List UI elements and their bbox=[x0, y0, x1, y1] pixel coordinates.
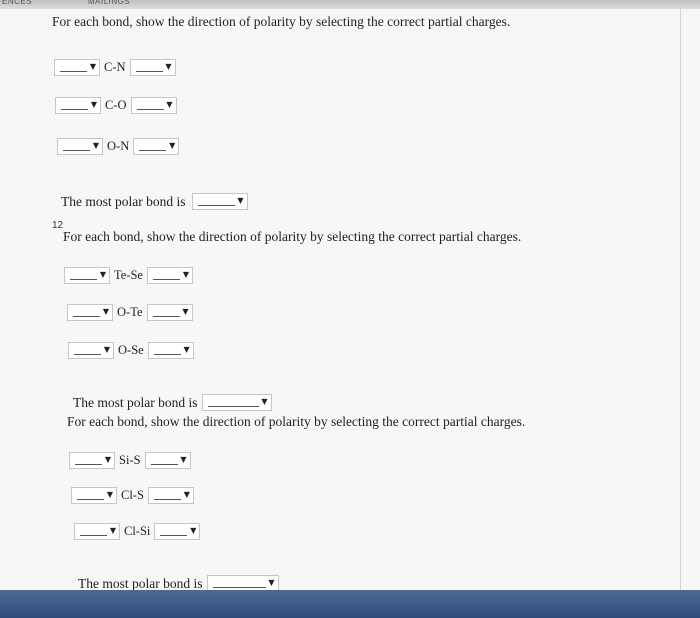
most-polar-label: The most polar bond is bbox=[61, 193, 186, 209]
left-charge-select[interactable] bbox=[69, 452, 115, 469]
question-prompt: For each bond, show the direction of polarity by selecting the correct partial charges. bbox=[63, 229, 522, 244]
question-number: 12 bbox=[52, 220, 64, 231]
right-charge-select[interactable] bbox=[130, 59, 176, 76]
chevron-down-icon: ▼ bbox=[104, 455, 111, 464]
right-charge-select[interactable] bbox=[154, 523, 200, 540]
chevron-down-icon: ▼ bbox=[237, 196, 244, 205]
top-rule bbox=[0, 8, 700, 9]
bond-row bbox=[71, 486, 194, 505]
most-polar-label: The most polar bond is bbox=[73, 394, 198, 410]
taskbar bbox=[0, 590, 700, 618]
bond-row bbox=[54, 58, 176, 77]
left-charge-select[interactable] bbox=[55, 97, 101, 114]
chevron-down-icon: ▼ bbox=[182, 270, 189, 279]
chevron-down-icon: ▼ bbox=[106, 490, 113, 499]
right-charge-select[interactable] bbox=[145, 452, 191, 469]
bond-row bbox=[69, 451, 191, 470]
bond-label: Cl-Si bbox=[124, 524, 151, 538]
bond-label: Cl-S bbox=[121, 488, 144, 502]
chevron-down-icon: ▼ bbox=[90, 100, 97, 109]
most-polar-label: The most polar bond is bbox=[78, 575, 203, 591]
bond-label: Te-Se bbox=[114, 268, 143, 282]
right-charge-select[interactable] bbox=[131, 97, 177, 114]
right-charge-select[interactable] bbox=[148, 487, 194, 504]
chevron-down-icon: ▼ bbox=[182, 307, 189, 316]
bond-label: C-O bbox=[105, 98, 127, 112]
right-charge-select[interactable] bbox=[148, 342, 194, 359]
chevron-down-icon: ▼ bbox=[89, 62, 96, 71]
left-charge-select[interactable] bbox=[54, 59, 100, 76]
chevron-down-icon: ▼ bbox=[183, 490, 190, 499]
page-edge bbox=[680, 8, 681, 592]
question-prompt: For each bond, show the direction of polarity by selecting the correct partial charges. bbox=[67, 414, 526, 429]
ribbon-tab-references[interactable]: ENCES bbox=[2, 0, 33, 6]
chevron-down-icon: ▼ bbox=[261, 397, 268, 406]
bond-label: O-Se bbox=[118, 343, 144, 357]
bond-row bbox=[67, 303, 193, 322]
left-charge-select[interactable] bbox=[67, 304, 113, 321]
chevron-down-icon: ▼ bbox=[190, 526, 197, 535]
most-polar-row bbox=[73, 393, 272, 412]
bond-row bbox=[64, 266, 193, 285]
chevron-down-icon: ▼ bbox=[166, 100, 173, 109]
left-charge-select[interactable] bbox=[71, 487, 117, 504]
bond-row bbox=[57, 137, 179, 156]
bond-label: O-N bbox=[107, 139, 130, 153]
chevron-down-icon: ▼ bbox=[99, 270, 106, 279]
chevron-down-icon: ▼ bbox=[169, 141, 176, 150]
most-polar-row bbox=[61, 192, 248, 211]
bond-label: Si-S bbox=[119, 453, 141, 467]
bond-row bbox=[74, 522, 200, 541]
chevron-down-icon: ▼ bbox=[183, 345, 190, 354]
chevron-down-icon: ▼ bbox=[165, 62, 172, 71]
most-polar-select[interactable] bbox=[192, 193, 248, 210]
question-prompt: For each bond, show the direction of polarity by selecting the correct partial charges. bbox=[52, 14, 511, 29]
chevron-down-icon: ▼ bbox=[102, 307, 109, 316]
most-polar-select[interactable] bbox=[202, 394, 272, 411]
chevron-down-icon: ▼ bbox=[268, 578, 275, 587]
bond-row bbox=[68, 341, 194, 360]
bond-label: C-N bbox=[104, 60, 126, 74]
left-charge-select[interactable] bbox=[57, 138, 103, 155]
left-charge-select[interactable] bbox=[68, 342, 114, 359]
bond-row bbox=[55, 96, 177, 115]
chevron-down-icon: ▼ bbox=[109, 526, 116, 535]
chevron-down-icon: ▼ bbox=[92, 141, 99, 150]
right-charge-select[interactable] bbox=[147, 304, 193, 321]
left-charge-select[interactable] bbox=[74, 523, 120, 540]
bond-label: O-Te bbox=[117, 305, 143, 319]
chevron-down-icon: ▼ bbox=[103, 345, 110, 354]
chevron-down-icon: ▼ bbox=[180, 455, 187, 464]
left-charge-select[interactable] bbox=[64, 267, 110, 284]
ribbon-tab-mailings[interactable]: MAILINGS bbox=[88, 0, 131, 6]
right-charge-select[interactable] bbox=[147, 267, 193, 284]
right-charge-select[interactable] bbox=[133, 138, 179, 155]
